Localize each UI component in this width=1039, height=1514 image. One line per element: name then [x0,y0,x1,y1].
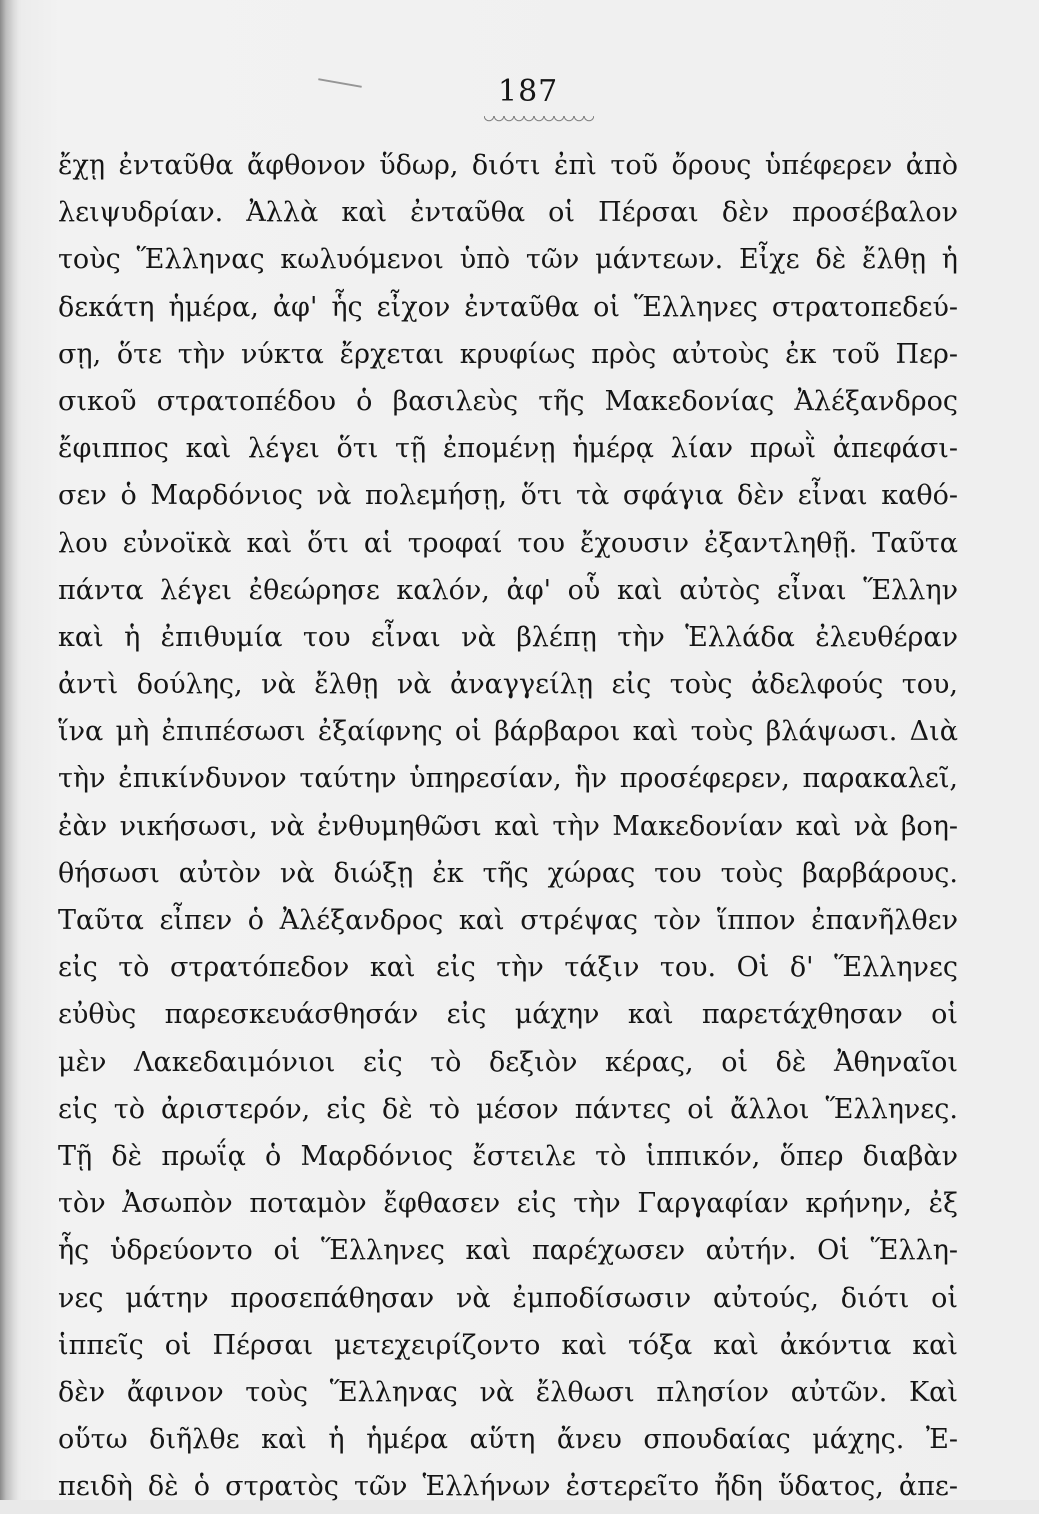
text-line: Ταῦτα εἶπεν ὁ Ἀλέξανδρος καὶ στρέψας τὸν ἵππον ἐπανῆλθεν [58,905,958,936]
text-line: πάντα λέγει ἐθεώρησε καλόν, ἀφ' οὗ καὶ αὐτὸς εἶναι Ἕλλην [58,574,958,606]
text-line: τοὺς Ἕλληνας κωλυόμενοι ὑπὸ τῶν μάντεων. Εἶχε δὲ ἔλθῃ ἡ [58,244,958,276]
text-line: σῃ, ὅτε τὴν νύκτα ἔρχεται κρυφίως πρὸς αὐτοὺς ἐκ τοῦ Περ- [58,338,958,370]
page-number-ornament [484,116,594,124]
text-line: ἧς ὑδρεύοντο οἱ Ἕλληνες καὶ παρέχωσεν αὐτήν. Οἱ Ἕλλη- [58,1235,958,1267]
text-line: ἔχῃ ἐνταῦθα ἄφθονον ὕδωρ, διότι ἐπὶ τοῦ ὄρους ὑπέφερεν ἀπὸ [58,150,958,181]
text-line: νες μάτην προσεπάθησαν νὰ ἐμποδίσωσιν αὐτούς, διότι οἱ [58,1282,958,1314]
text-line: ἔφιππος καὶ λέγει ὅτι τῇ ἐπομένῃ ἡμέρᾳ λίαν πρωῒ ἀπεφάσι- [58,433,958,465]
text-line: λου εὐνοϊκὰ καὶ ὅτι αἱ τροφαί του ἔχουσιν ἐξαντληθῇ. Ταῦτα [58,527,958,559]
page-number: 187 [498,74,559,109]
text-line: μὲν Λακεδαιμόνιοι εἰς τὸ δεξιὸν κέρας, οἱ δὲ Ἀθηναῖοι [58,1046,958,1078]
text-line: εὐθὺς παρεσκευάσθησάν εἰς μάχην καὶ παρετάχθησαν οἱ [58,999,958,1031]
text-line: τὸν Ἀσωπὸν ποταμὸν ἔφθασεν εἰς τὴν Γαργαφίαν κρήνην, ἐξ [58,1188,958,1220]
text-line: εἰς τὸ ἀριστερόν, εἰς δὲ τὸ μέσον πάντες οἱ ἄλλοι Ἕλληνες. [58,1093,958,1125]
text-line: εἰς τὸ στρατόπεδον καὶ εἰς τὴν τάξιν του. Οἱ δ' Ἕλληνες [58,952,958,984]
text-line: δὲν ἄφινον τοὺς Ἕλληνας νὰ ἔλθωσι πλησίον αὐτῶν. Καὶ [58,1376,958,1408]
text-line: λειψυδρίαν. Ἀλλὰ καὶ ἐνταῦθα οἱ Πέρσαι δὲν προσέβαλον [58,197,958,229]
text-line: δεκάτη ἡμέρα, ἀφ' ἧς εἶχον ἐνταῦθα οἱ Ἕλληνες στρατοπεδεύ- [58,291,958,323]
text-line: ἱππεῖς οἱ Πέρσαι μετεχειρίζοντο καὶ τόξα καὶ ἀκόντια καὶ [58,1329,958,1361]
text-line: τὴν ἐπικίνδυνον ταύτην ὑπηρεσίαν, ἣν προσέφερεν, παρακαλεῖ, [58,763,958,795]
text-line: πειδὴ δὲ ὁ στρατὸς τῶν Ἑλλήνων ἐστερεῖτο ἤδη ὕδατος, ἀπε- [58,1471,958,1503]
body-text [58,146,958,1514]
text-line: σικοῦ στρατοπέδου ὁ βασιλεὺς τῆς Μακεδονίας Ἀλέξανδρος [58,385,958,417]
text-line: σεν ὁ Μαρδόνιος νὰ πολεμήσῃ, ὅτι τὰ σφάγια δὲν εἶναι καθό- [58,480,958,512]
text-line: θήσωσι αὐτὸν νὰ διώξῃ ἐκ τῆς χώρας του τοὺς βαρβάρους. [58,857,958,889]
text-line: ἀντὶ δούλης, νὰ ἔλθῃ νὰ ἀναγγείλῃ εἰς τοὺς ἀδελφούς του, [58,669,958,701]
text-line: ἵνα μὴ ἐπιπέσωσι ἐξαίφνης οἱ βάρβαροι καὶ τοὺς βλάψωσι. Διὰ [58,716,958,748]
page-spine-shadow [0,0,18,1500]
text-line: Τῇ δὲ πρωΐᾳ ὁ Μαρδόνιος ἔστειλε τὸ ἱππικόν, ὅπερ διαβὰν [58,1140,958,1172]
text-line: οὕτω διῆλθε καὶ ἡ ἡμέρα αὕτη ἄνευ σπουδαίας μάχης. Ἐ- [58,1424,958,1456]
text-line: καὶ ἡ ἐπιθυμία του εἶναι νὰ βλέπῃ τὴν Ἑλλάδα ἐλευθέραν [58,621,958,653]
text-line: ἐὰν νικήσωσι, νὰ ἐνθυμηθῶσι καὶ τὴν Μακεδονίαν καὶ νὰ βοη- [58,810,958,842]
pencil-mark [318,78,362,88]
